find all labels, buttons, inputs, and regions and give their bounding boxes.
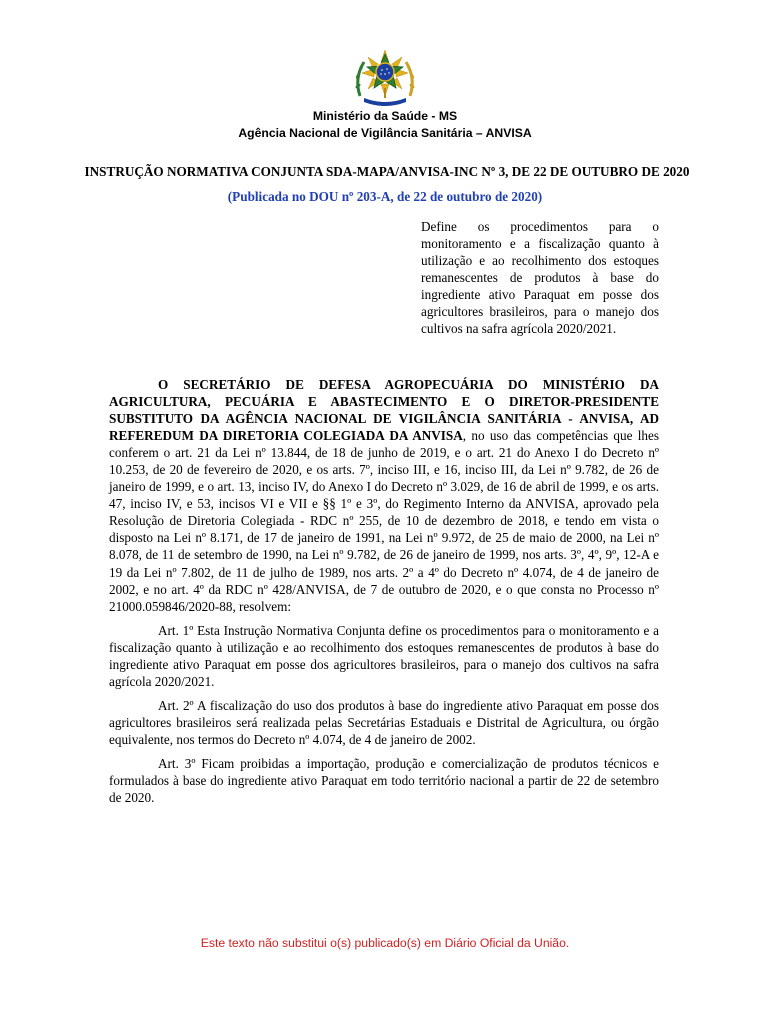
agency-name: Agência Nacional de Vigilância Sanitária – ANVISA bbox=[238, 126, 532, 140]
preamble-paragraph bbox=[109, 376, 659, 615]
document-title: INSTRUÇÃO NORMATIVA CONJUNTA SDA-MAPA/ANVISA-INC Nº 3, DE 22 DE OUTUBRO DE 2020 bbox=[84, 164, 690, 179]
ementa-summary: Define os procedimentos para o monitoramento e a fiscalização quanto à utilização e ao recolhimento dos estoques remanescentes de produtos à base do ingrediente ativo Paraquat em posse dos agricultores brasileiros, para o manejo dos cultivos na safra agrícola 2020/2021. bbox=[421, 219, 659, 336]
preamble-authorities: O SECRETÁRIO DE DEFESA AGROPECUÁRIA DO MINISTÉRIO DA AGRICULTURA, PECUÁRIA E ABASTECIMENTO E O DIRETOR-PRESIDENTE SUBSTITUTO DA AGÊNCIA NACIONAL DE VIGILÂNCIA SANITÁRIA - ANVISA, AD REFEREDUM DA DIRETORIA COLEGIADA DA ANVISA bbox=[109, 377, 659, 444]
brazil-coat-of-arms-icon bbox=[350, 48, 420, 110]
preamble-text: , no uso das competências que lhes conferem o art. 21 da Lei nº 13.844, de 18 de junho de 2019, e o art. 21 do Anexo I do Decreto nº 10.253, de 20 de fevereiro de 2020, e os arts. 7º, inciso III, e 16, inciso III, da Lei nº 9.782, de 26 de janeiro de 1999, e o art. 13, inciso IV, do Anexo I do Decreto nº 3.029, de 16 de abril de 1999, e os arts. 47, inciso IV, e 53, incisos VI e VII e §§ 1º e 3º, do Regimento Interno da ANVISA, aprovado pela Resolução de Diretoria Colegiada - RDC nº 255, de 10 de dezembro de 2018, e tendo em vista o disposto na Lei nº 8.171, de 17 de janeiro de 1991, na Lei nº 9.972, de 25 de maio de 2000, na Lei nº 8.078, de 11 de setembro de 1990, na Lei nº 9.782, de 26 de janeiro de 1999, nos arts. 3º, 4º, 9º, 12-A e 19 da Lei nº 7.802, de 11 de julho de 1989, nos arts. 2º a 4º do Decreto nº 4.074, de 4 de janeiro de 2002, e no art. 4º da RDC nº 428/ANVISA, de 7 de outubro de 2020, e o que consta no Processo nº 21000.059846/2020-88, resolvem: bbox=[109, 428, 659, 614]
document-body bbox=[109, 376, 659, 806]
ministry-name: Ministério da Saúde - MS bbox=[312, 109, 458, 123]
article-2: Art. 2º A fiscalização do uso dos produtos à base do ingrediente ativo Paraquat em posse dos agricultores brasileiros será realizada pelas Secretárias Estaduais e Distrital de Agricultura, ou órgão equivalente, nos termos do Decreto nº 4.074, de 4 de janeiro de 2002. bbox=[109, 697, 659, 747]
article-3: Art. 3º Ficam proibidas a importação, produção e comercialização de produtos técnicos e formulados à base do ingrediente ativo Paraquat em todo território nacional a partir de 22 de setembro de 2020. bbox=[109, 755, 659, 806]
publication-reference: (Publicada no DOU nº 203-A, de 22 de outubro de 2020) bbox=[227, 189, 543, 204]
disclaimer-footer: Este texto não substitui o(s) publicado(s) em Diário Oficial da União. bbox=[200, 936, 570, 950]
article-1: Art. 1º Esta Instrução Normativa Conjunta define os procedimentos para o monitoramento e a fiscalização quanto à utilização e ao recolhimento dos estoques remanescentes de produtos à base do ingrediente ativo Paraquat em posse dos agricultores brasileiros, para o manejo dos cultivos na safra agrícola 2020/2021. bbox=[109, 622, 659, 689]
